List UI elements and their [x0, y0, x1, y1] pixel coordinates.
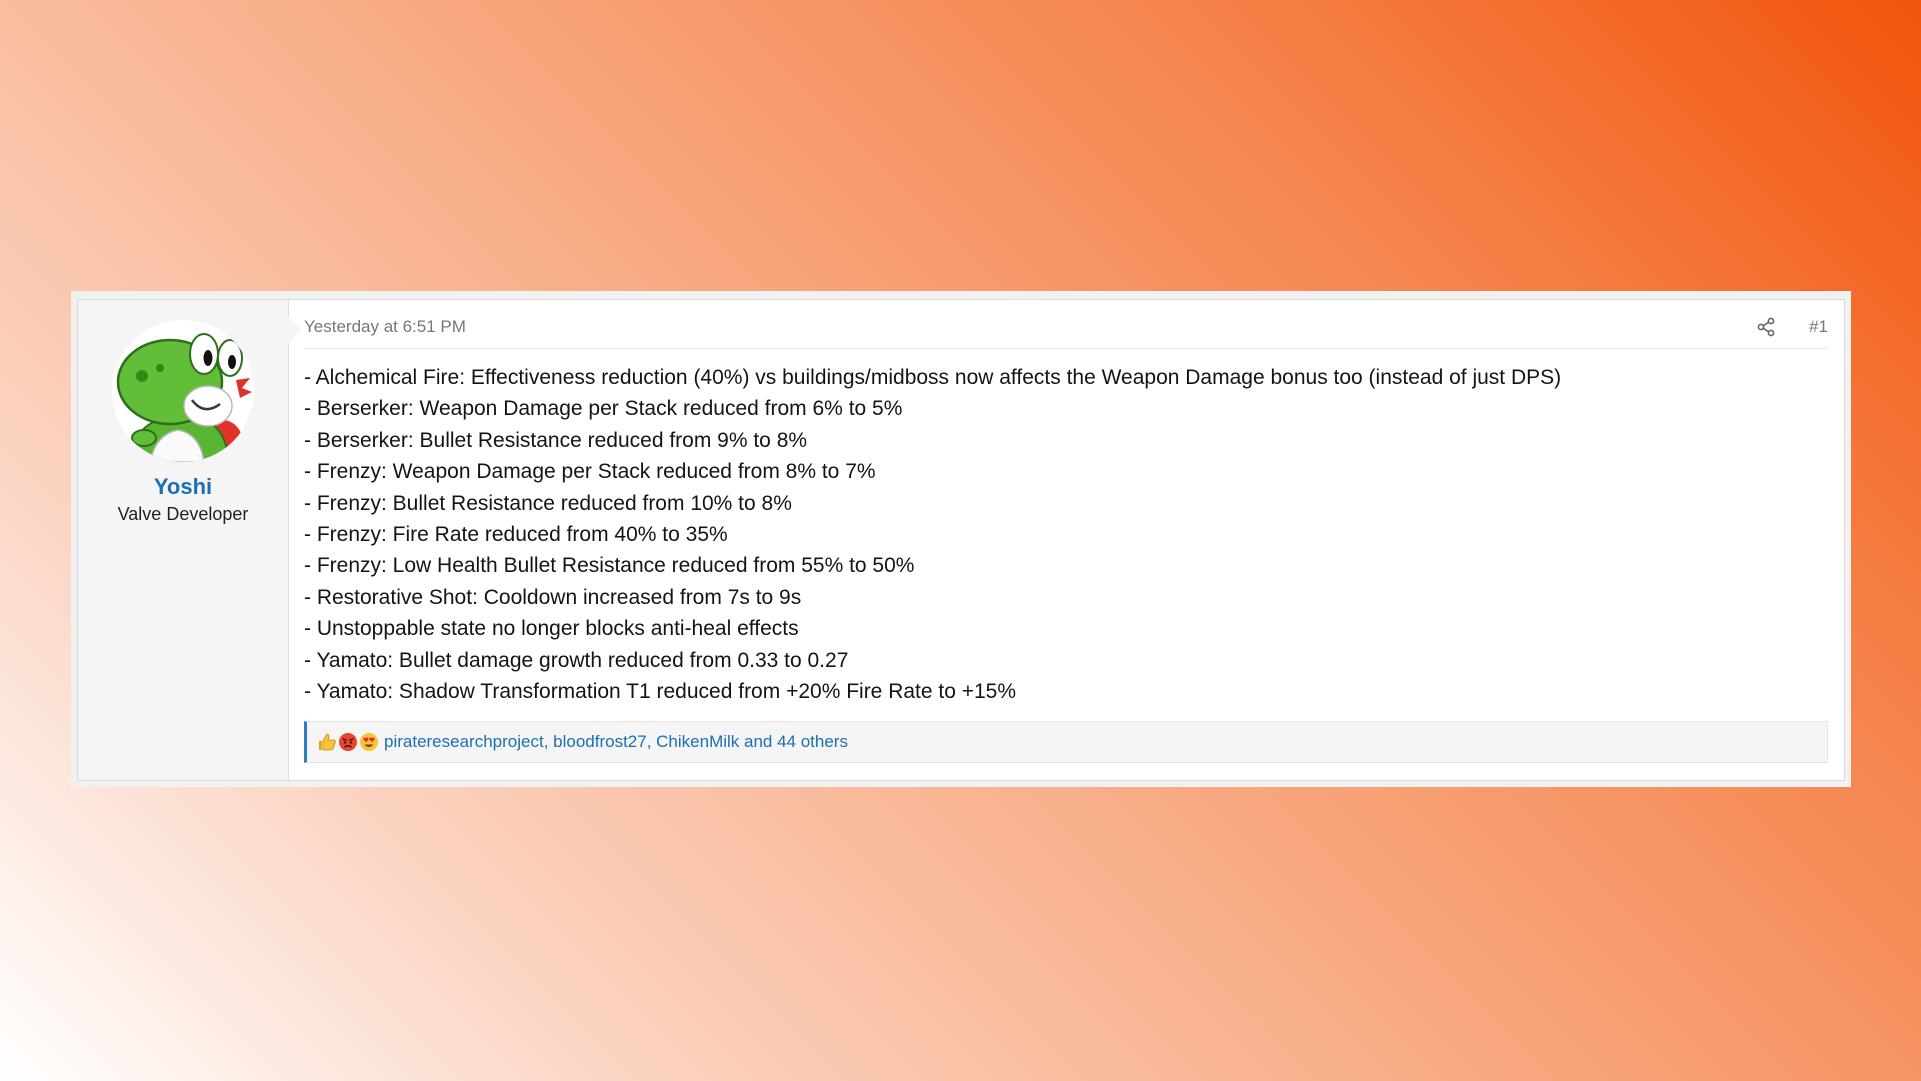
- post-line: - Frenzy: Fire Rate reduced from 40% to 35%: [304, 523, 728, 547]
- user-sidebar: [78, 300, 289, 780]
- reactors-list-link[interactable]: pirateresearchproject, bloodfrost27, ChikenMilk and 44 others: [384, 732, 848, 751]
- forum-post: [77, 299, 1845, 781]
- post-line: - Unstoppable state no longer blocks anti-heal effects: [304, 617, 799, 641]
- post-frame: [71, 291, 1851, 787]
- share-icon[interactable]: [1756, 317, 1776, 337]
- post-body: [304, 362, 1828, 707]
- thumbs-up-icon: [317, 732, 337, 752]
- post-line: - Alchemical Fire: Effectiveness reduction (40%) vs buildings/midboss now affects the Weapon Damage bonus too (instead of just DPS): [304, 366, 1562, 389]
- post-number-link[interactable]: #1: [1809, 317, 1828, 336]
- post-date[interactable]: Yesterday at 6:51 PM: [304, 317, 466, 336]
- post-line: - Berserker: Weapon Damage per Stack reduced from 6% to 5%: [304, 397, 903, 421]
- yoshi-avatar[interactable]: [112, 320, 254, 462]
- post-line: - Yamato: Bullet damage growth reduced from 0.33 to 0.27: [304, 648, 849, 672]
- post-header: [304, 300, 1828, 349]
- post-line: - Frenzy: Weapon Damage per Stack reduced from 8% to 7%: [304, 460, 876, 484]
- author-title: Valve Developer: [117, 504, 249, 524]
- post-line: - Frenzy: Low Health Bullet Resistance reduced from 55% to 50%: [304, 554, 915, 578]
- post-line: - Frenzy: Bullet Resistance reduced from 10% to 8%: [304, 491, 792, 515]
- author-name[interactable]: Yoshi: [153, 474, 213, 499]
- post-line: - Restorative Shot: Cooldown increased from 7s to 9s: [304, 585, 802, 609]
- post-line: - Berserker: Bullet Resistance reduced from 9% to 8%: [304, 428, 808, 452]
- yoshi-avatar-icon: [112, 320, 254, 462]
- post-line: - Yamato: Shadow Transformation T1 reduced from +20% Fire Rate to +15%: [304, 680, 1017, 704]
- post-main: [289, 300, 1844, 780]
- reaction-icons[interactable]: [317, 732, 380, 752]
- reactions-bar: [304, 721, 1828, 763]
- angry-face-icon: [338, 732, 358, 752]
- heart-eyes-icon: [359, 732, 379, 752]
